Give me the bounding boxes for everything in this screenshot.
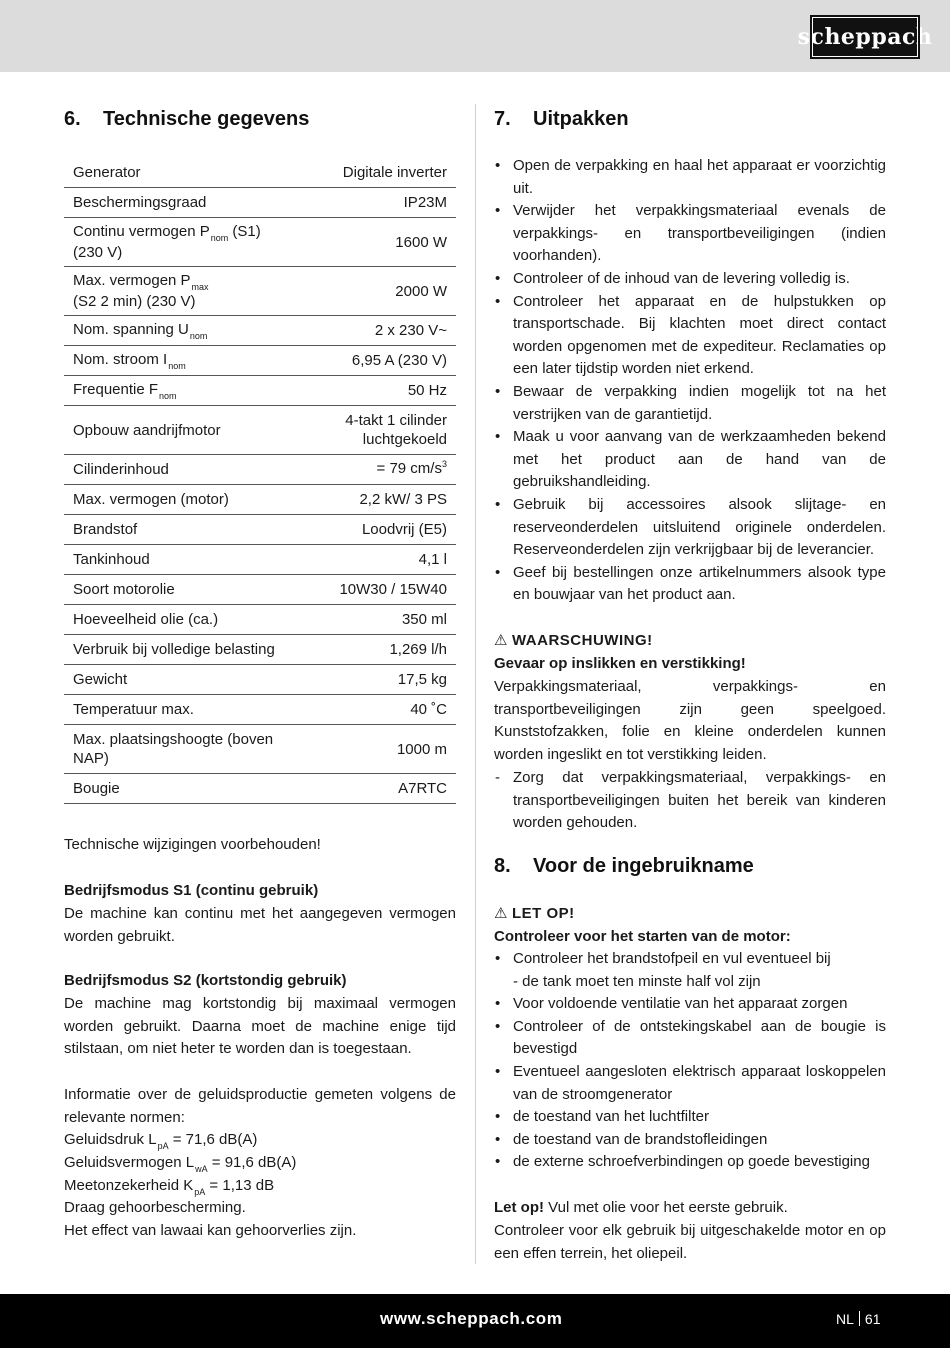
table-row bbox=[64, 774, 456, 804]
section-title: Voor de ingebruikname bbox=[533, 855, 754, 877]
warning-triangle-icon: ⚠ bbox=[494, 905, 508, 922]
table-row bbox=[64, 725, 456, 774]
spec-label: Max. vermogen (motor) bbox=[64, 485, 313, 515]
header-bar bbox=[0, 0, 950, 72]
warning-subtitle: Gevaar op inslikken en verstikking! bbox=[494, 655, 746, 672]
hearing-effect: Het effect van lawaai kan gehoorverlies zijn. bbox=[64, 1222, 357, 1239]
table-row bbox=[64, 695, 456, 725]
spec-value: 1600 W bbox=[313, 218, 456, 267]
list-item: • Controleer het brandstofpeil en vul eventueel bij - de tank moet ten minste half vol zijn bbox=[494, 948, 886, 993]
list-item: • Geef bij bestellingen onze artikelnummers alsook type en bouwjaar van het product aan. bbox=[494, 562, 886, 607]
caution-title: ⚠ LET OP! bbox=[494, 903, 886, 926]
list-item: - Zorg dat verpakkingsmateriaal, verpakkings- en transportbeveiligingen buiten het bereik van kinderen worden gehouden. bbox=[494, 767, 886, 835]
spec-value: 1,269 l/h bbox=[313, 635, 456, 665]
spec-label: Soort motorolie bbox=[64, 575, 313, 605]
table-row bbox=[64, 635, 456, 665]
section-7-heading bbox=[494, 108, 629, 131]
list-item: • Bewaar de verpakking indien mogelijk tot na het verstrijken van de garantietijd. bbox=[494, 381, 886, 426]
mode-s2-text: De machine mag kortstondig bij maximaal vermogen worden gebruikt. Daarna moet de machine enige tijd stilstaan, om niet heter te worden dan is toegestaan. bbox=[64, 995, 456, 1058]
table-row bbox=[64, 515, 456, 545]
warning-title: ⚠ WAARSCHUWING! bbox=[494, 630, 886, 653]
section-title: Technische gegevens bbox=[103, 108, 310, 130]
list-item: • de externe schroefverbindingen op goede bevestiging bbox=[494, 1151, 886, 1174]
spec-value: 17,5 kg bbox=[313, 665, 456, 695]
warning-dash-list bbox=[494, 767, 886, 835]
list-item: • Controleer of de ontstekingskabel aan de bougie is bevestigd bbox=[494, 1016, 886, 1061]
table-row bbox=[64, 545, 456, 575]
noise-power: Geluidsvermogen $L_{wA} = 91,6$ dB(A) bbox=[64, 1154, 297, 1174]
list-item: • de toestand van de brandstofleidingen bbox=[494, 1129, 886, 1152]
table-row bbox=[64, 188, 456, 218]
spec-label: Gewicht bbox=[64, 665, 313, 695]
spec-table bbox=[64, 158, 456, 804]
table-row bbox=[64, 665, 456, 695]
footer-bar bbox=[0, 1294, 950, 1348]
list-item: • Controleer of de inhoud van de levering volledig is. bbox=[494, 268, 886, 291]
spec-label: Generator bbox=[64, 158, 313, 188]
spec-value: 6,95 A (230 V) bbox=[313, 346, 456, 376]
spec-label: Hoeveelheid olie (ca.) bbox=[64, 605, 313, 635]
list-item: • Maak u voor aanvang van de werkzaamheden bekend met het product aan de hand van de gebruikshandleiding. bbox=[494, 426, 886, 494]
spec-value: 2,2 kW/ 3 PS bbox=[313, 485, 456, 515]
table-row bbox=[64, 485, 456, 515]
spec-value: = 79 $cm/s^3$ bbox=[313, 455, 456, 485]
section-number: 8. bbox=[494, 855, 511, 877]
spec-label: Frequentie $F_{nom}$ bbox=[64, 376, 313, 406]
unpacking-list bbox=[494, 155, 886, 607]
table-row bbox=[64, 316, 456, 346]
oil-note: Let op! Vul met olie voor het eerste gebruik. bbox=[494, 1199, 788, 1216]
noise-pressure: Geluidsdruk $L_{pA} = 71,6$ dB(A) bbox=[64, 1131, 258, 1151]
spec-value: 4,1 l bbox=[313, 545, 456, 575]
table-row bbox=[64, 455, 456, 485]
language-code: NL bbox=[836, 1311, 854, 1327]
table-row bbox=[64, 158, 456, 188]
spec-value: Loodvrij (E5) bbox=[313, 515, 456, 545]
list-item: • Open de verpakking en haal het apparaat er voorzichtig uit. bbox=[494, 155, 886, 200]
spec-value: A7RTC bbox=[313, 774, 456, 804]
spec-label: Temperatuur max. bbox=[64, 695, 313, 725]
section-6-heading bbox=[64, 108, 309, 131]
spec-label: Verbruik bij volledige belasting bbox=[64, 635, 313, 665]
spec-value: Digitale inverter bbox=[313, 158, 456, 188]
warning-triangle-icon: ⚠ bbox=[494, 632, 508, 649]
table-row bbox=[64, 575, 456, 605]
spec-label: Cilinderinhoud bbox=[64, 455, 313, 485]
list-item: • Gebruik bij accessoires alsook slijtage- en reserveonderdelen uitsluitend originele onderdelen. Reserveonderdelen zijn verkrijgbaar bij de leverancier. bbox=[494, 494, 886, 562]
list-item: • Voor voldoende ventilatie van het apparaat zorgen bbox=[494, 993, 886, 1016]
pre-start-checklist bbox=[494, 948, 886, 1174]
spec-label: Opbouw aandrijfmotor bbox=[64, 406, 313, 455]
spec-value: 2000 W bbox=[313, 267, 456, 316]
list-item: • Controleer het apparaat en de hulpstukken op transportschade. Bij klachten moet direct contact worden opgenomen met de expediteur. Reclamaties op een later tijdstip worden niet erkend. bbox=[494, 291, 886, 381]
noise-intro: Informatie over de geluidsproductie gemeten volgens de relevante normen: bbox=[64, 1086, 456, 1126]
spec-value: 2 x 230 V~ bbox=[313, 316, 456, 346]
mode-s1-heading: Bedrijfsmodus S1 (continu gebruik) bbox=[64, 882, 319, 899]
list-item: • Verwijder het verpakkingsmateriaal evenals de verpakkings- en transportbeveiligingen (indien voorhanden). bbox=[494, 200, 886, 268]
table-row bbox=[64, 267, 456, 316]
spec-label: Nom. spanning $U_{nom}$ bbox=[64, 316, 313, 346]
spec-label: Max. plaatsingshoogte (boven NAP) bbox=[64, 725, 313, 774]
spec-label: Nom. stroom $I_{nom}$ bbox=[64, 346, 313, 376]
hearing-protection: Draag gehoorbescherming. bbox=[64, 1199, 246, 1216]
page-number: 61 bbox=[864, 1311, 881, 1327]
warning-text: Verpakkingsmateriaal, verpakkings- en transportbeveiligingen zijn geen speelgoed. Kunststofzakken, folie en kleine onderdelen kunnen worden ingeslikt en tot verstikking leiden. bbox=[494, 678, 886, 763]
mode-s2-heading: Bedrijfsmodus S2 (kortstondig gebruik) bbox=[64, 972, 347, 989]
table-row bbox=[64, 376, 456, 406]
table-row bbox=[64, 605, 456, 635]
table-row bbox=[64, 346, 456, 376]
spec-label: Bougie bbox=[64, 774, 313, 804]
spec-value: 350 ml bbox=[313, 605, 456, 635]
spec-value: 40 ˚C bbox=[313, 695, 456, 725]
column-divider bbox=[475, 104, 476, 1264]
spec-value: 4-takt 1 cilinder luchtgekoeld bbox=[313, 406, 456, 455]
spec-value: 10W30 / 15W40 bbox=[313, 575, 456, 605]
section-number: 7. bbox=[494, 108, 511, 130]
list-item: • de toestand van het luchtfilter bbox=[494, 1106, 886, 1129]
spec-value: 1000 m bbox=[313, 725, 456, 774]
spec-label: Max. vermogen $P_{max}$ (S2 2 min) (230 V) bbox=[64, 267, 313, 316]
brand-logo: scheppach bbox=[812, 17, 918, 57]
spec-label: Brandstof bbox=[64, 515, 313, 545]
spec-label: Beschermingsgraad bbox=[64, 188, 313, 218]
caution-subtitle: Controleer voor het starten van de motor: bbox=[494, 928, 791, 945]
page-indicator bbox=[836, 1311, 880, 1327]
spec-value: IP23M bbox=[313, 188, 456, 218]
spec-label: Continu vermogen $P_{nom}$ (S1) (230 V) bbox=[64, 218, 313, 267]
noise-uncertainty: Meetonzekerheid $K_{pA} = 1,13$ dB bbox=[64, 1177, 275, 1197]
spec-value: 50 Hz bbox=[313, 376, 456, 406]
table-row bbox=[64, 406, 456, 455]
mode-s1-text: De machine kan continu met het aangegeven vermogen worden gebruikt. bbox=[64, 905, 456, 945]
table-row bbox=[64, 218, 456, 267]
website-link[interactable]: www.scheppach.com bbox=[380, 1309, 563, 1328]
section-title: Uitpakken bbox=[533, 108, 629, 130]
oil-check-text: Controleer voor elk gebruik bij uitgeschakelde motor en op een effen terrein, het oliepeil. bbox=[494, 1222, 886, 1262]
list-item: • Eventueel aangesloten elektrisch apparaat loskoppelen van de stroomgenerator bbox=[494, 1061, 886, 1106]
spec-label: Tankinhoud bbox=[64, 545, 313, 575]
section-8-heading bbox=[494, 855, 754, 878]
technical-note: Technische wijzigingen voorbehouden! bbox=[64, 836, 321, 853]
section-number: 6. bbox=[64, 108, 81, 130]
